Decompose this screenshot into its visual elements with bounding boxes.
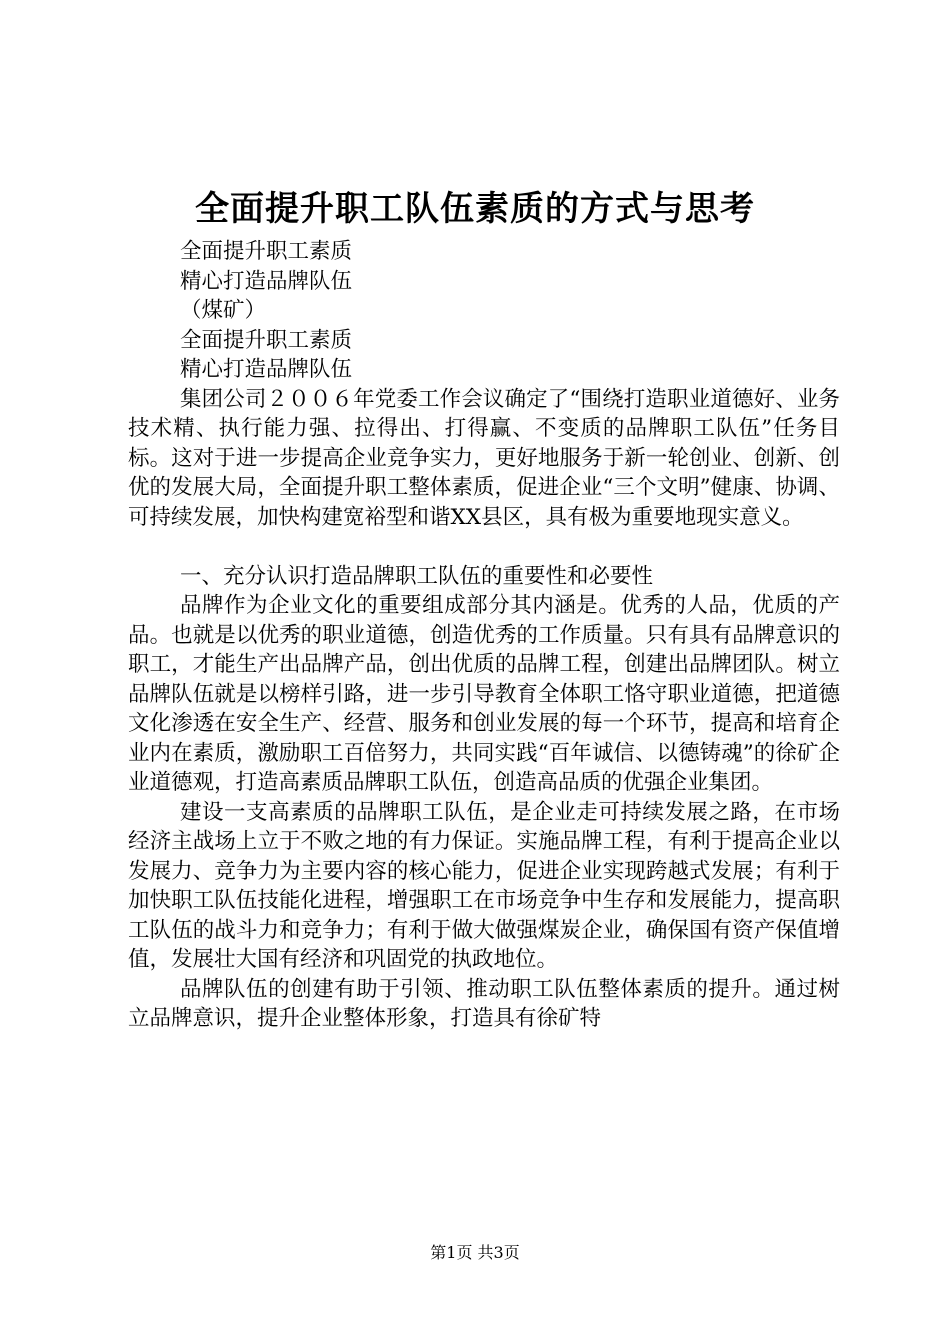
document-title: 全面提升职工队伍素质的方式与思考 <box>195 189 755 229</box>
body-paragraph: 建设一支高素质的品牌职工队伍，是企业走可持续发展之路，在市场经济主战场上立于不败之地的有力保证。实施品牌工程，有利于提高企业以发展力、竞争力为主要内容的核心能力，促进企业实现跨越式发展；有利于加快职工队伍技能化进程，增强职工在市场竞争中生存和发展能力，提高职工队伍的战斗力和竞争力；有利于做大做强煤炭企业，确保国有资产保值增值，发展壮大国有经济和巩固党的执政地位。 <box>128 799 840 972</box>
subtitle-line: 全面提升职工素质 <box>180 327 353 353</box>
subtitle-line: 精心打造品牌队伍 <box>180 357 353 382</box>
section-heading: 一、充分认识打造品牌职工队伍的重要性和必要性 <box>180 563 654 589</box>
subtitle-line: 精心打造品牌队伍 <box>180 268 353 294</box>
subtitle-line: 全面提升职工素质 <box>180 239 353 264</box>
body-paragraph: 品牌队伍的创建有助于引领、推动职工队伍整体素质的提升。通过树立品牌意识，提升企业整体形象，打造具有徐矿特 <box>128 976 840 1031</box>
page-footer: 第1页 共3页 <box>430 1243 520 1262</box>
document-body <box>128 237 840 1034</box>
body-paragraph: 品牌作为企业文化的重要组成部分其内涵是。优秀的人品，优质的产品。也就是以优秀的职业道德，创造优秀的工作质量。只有具有品牌意识的职工，才能生产出品牌产品，创出优质的品牌工程，创建出品牌团队。树立品牌队伍就是以榜样引路，进一步引导教育全体职工恪守职业道德，把道德文化渗透在安全生产、经营、服务和创业发展的每一个环节，提高和培育企业内在素质，激励职工百倍努力，共同实践“百年诚信、以德铸魂”的徐矿企业道德观，打造高素质品牌职工队伍，创造高品质的优强企业集团。 <box>128 593 840 795</box>
intro-paragraph: 集团公司２００６年党委工作会议确定了“围绕打造职业道德好、业务技术精、执行能力强、拉得出、打得赢、不变质的品牌职工队伍”任务目标。这对于进一步提高企业竞争实力，更好地服务于新一轮创业、创新、创优的发展大局，全面提升职工整体素质，促进企业“三个文明”健康、协调、可持续发展，加快构建宽裕型和谐XX县区，具有极为重要地现实意义。 <box>128 386 840 530</box>
blank-line <box>128 532 840 562</box>
subtitle-line: （煤矿） <box>180 298 267 323</box>
